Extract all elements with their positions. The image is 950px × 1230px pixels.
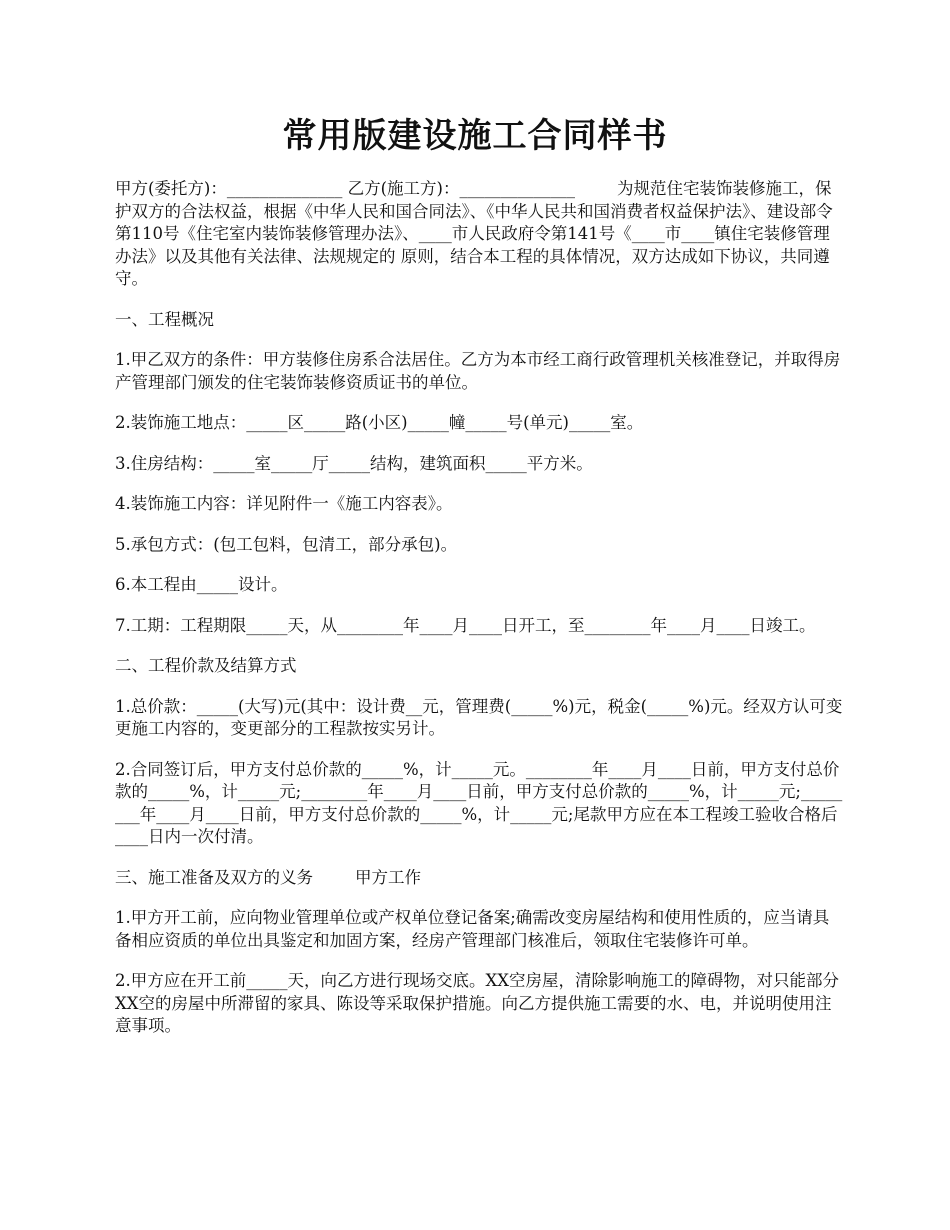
clause-paragraph: 2.装饰施工地点：_____区_____路(小区)_____幢_____号(单元)_____室。 xyxy=(115,413,644,432)
intro-paragraph: 甲方(委托方)：______________ 乙方(施工方)：______________ 为规范住宅装饰装修施工，保护双方的合法权益，根据《中华人民和国合同法》、《中华人民共和国消费者权益保护法》、建设部令第110号《住宅室内装饰装修管理办法》、____市人民政府令第141号《____市____镇住宅装修管理办法》以及其他有关法律、法规规定的 原则，结合本工程的具体情况，双方达成如下协议，共同遵守。 xyxy=(115,179,833,288)
clause-paragraph: 6.本工程由_____设计。 xyxy=(115,575,288,594)
document-body xyxy=(115,178,845,1056)
document-title: 常用版建设施工合同样书 xyxy=(282,116,668,156)
clause-paragraph: 5.承包方式：(包工包料，包清工，部分承包)。 xyxy=(115,534,458,554)
clause-paragraph: 1.甲方开工前，应向物业管理单位或产权单位登记备案;确需改变房屋结构和使用性质的，应当请具备相应资质的单位出具鉴定和加固方案，经房产管理部门核准后，领取住宅装修许可单。 xyxy=(115,908,830,950)
section-heading-obligations: 三、施工准备及双方的义务 甲方工作 xyxy=(115,867,421,887)
clause-paragraph: 4.装饰施工内容：详见附件一《施工内容表》。 xyxy=(115,494,453,513)
clause-paragraph: 7.工期：工程期限_____天，从________年____月____日开工，至________年____月____日竣工。 xyxy=(115,615,816,635)
clause-paragraph: 2.合同签订后，甲方支付总价款的_____%，计_____元。________年____月____日前，甲方支付总价款的_____%，计_____元;________年____月____日前，甲方支付总价款的_____%，计_____元;________年____月____日前，甲方支付总价款的_____%，计_____元;尾款甲方应在本工程竣工验收合格后____日内一次付清。 xyxy=(115,759,843,846)
clause-paragraph: 1.总价款：_____(大写)元(其中：设计费__元，管理费(_____%)元，税金(_____%)元。经双方认可变更施工内容的，变更部分的工程款按实另计。 xyxy=(115,696,843,738)
clause-paragraph: 3.住房结构：_____室_____厅_____结构，建筑面积_____平方米。 xyxy=(115,453,593,473)
section-heading-price-settlement: 二、工程价款及结算方式 xyxy=(115,656,297,675)
clause-paragraph: 1.甲乙双方的条件：甲方装修住房系合法居住。乙方为本市经工商行政管理机关核准登记，并取得房产管理部门颁发的住宅装饰装修资质证书的单位。 xyxy=(115,350,841,392)
section-heading-project-overview: 一、工程概况 xyxy=(115,309,214,329)
clause-paragraph: 2.甲方应在开工前_____天，向乙方进行现场交底。XX空房屋，清除影响施工的障碍物，对只能部分XX空的房屋中所滞留的家具、陈设等采取保护措施。向乙方提供施工需要的水、电，并说明使用注意事项。 xyxy=(115,971,839,1035)
